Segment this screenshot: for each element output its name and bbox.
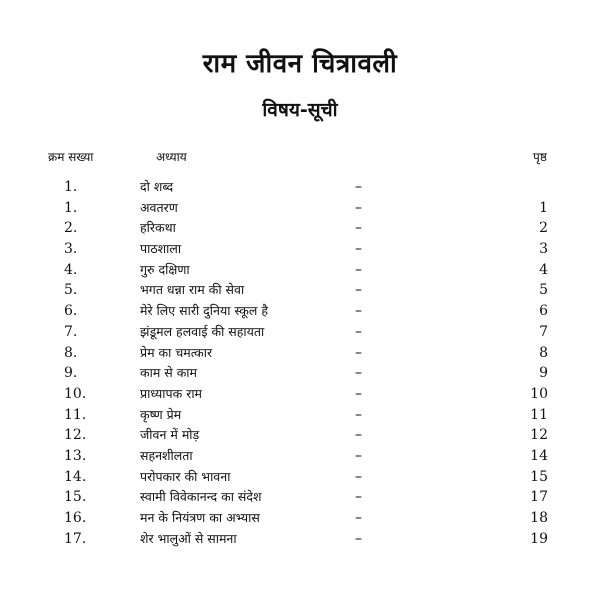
entry-dash: – bbox=[355, 323, 362, 340]
list-item bbox=[0, 344, 600, 365]
entry-page: 14 bbox=[530, 447, 548, 464]
entry-page: 3 bbox=[539, 241, 548, 258]
entry-title: शेर भालुओं से सामना bbox=[140, 530, 237, 546]
list-item bbox=[0, 385, 600, 406]
entry-dash: – bbox=[355, 385, 362, 402]
entry-number: 3. bbox=[64, 241, 78, 258]
list-item bbox=[0, 406, 600, 427]
entry-dash: – bbox=[355, 179, 362, 195]
entry-dash: – bbox=[355, 427, 362, 444]
list-item bbox=[0, 447, 600, 468]
entry-title: प्रेम का चमत्कार bbox=[140, 344, 213, 360]
entry-page: 11 bbox=[530, 406, 548, 423]
entry-title: पाठशाला bbox=[140, 241, 182, 257]
entry-dash: – bbox=[355, 261, 362, 278]
column-header-number: क्रम सख्या bbox=[48, 150, 94, 164]
entry-title: काम से काम bbox=[140, 365, 198, 381]
entry-number: 8. bbox=[64, 344, 78, 361]
entry-title: परोपकार की भावना bbox=[140, 468, 231, 484]
entry-number: 6. bbox=[64, 303, 78, 320]
entry-title: हरिकथा bbox=[140, 220, 176, 236]
entry-title: गुरु दक्षिणा bbox=[140, 261, 190, 277]
entry-number: 13. bbox=[64, 447, 87, 464]
list-item bbox=[0, 178, 600, 199]
entry-dash: – bbox=[355, 530, 362, 547]
entry-number: 17. bbox=[64, 530, 87, 547]
entry-title: सहनशीलता bbox=[140, 447, 193, 463]
list-item bbox=[0, 302, 600, 323]
entry-dash: – bbox=[355, 489, 362, 506]
table-of-contents bbox=[0, 178, 600, 550]
entry-title: झंडूमल हलवाई की सहायता bbox=[140, 323, 265, 339]
entry-number: 9. bbox=[64, 365, 78, 382]
entry-page: 15 bbox=[530, 468, 548, 485]
entry-number: 1. bbox=[64, 199, 78, 216]
entry-number: 2. bbox=[64, 220, 78, 237]
entry-dash: – bbox=[355, 447, 362, 464]
entry-page: 10 bbox=[530, 385, 548, 402]
entry-number: 16. bbox=[64, 510, 87, 526]
entry-dash: – bbox=[355, 344, 362, 361]
entry-title: भगत धन्ना राम की सेवा bbox=[140, 282, 245, 298]
list-item bbox=[0, 219, 600, 240]
entry-dash: – bbox=[355, 241, 362, 258]
entry-page: 2 bbox=[539, 220, 548, 237]
entry-dash: – bbox=[355, 282, 362, 299]
list-item bbox=[0, 468, 600, 489]
entry-number: 14. bbox=[64, 468, 87, 485]
entry-title: दो शब्द bbox=[140, 179, 174, 194]
entry-dash: – bbox=[355, 406, 362, 423]
entry-dash: – bbox=[355, 365, 362, 382]
entry-page: 8 bbox=[539, 344, 548, 361]
entry-title: कृष्ण प्रेम bbox=[140, 406, 182, 422]
entry-number: 7. bbox=[64, 323, 78, 340]
entry-page: 7 bbox=[539, 323, 548, 340]
entry-page: 18 bbox=[530, 510, 548, 526]
list-item bbox=[0, 281, 600, 302]
entry-title: स्वामी विवेकानन्द का संदेश bbox=[140, 489, 262, 505]
entry-page: 1 bbox=[539, 199, 548, 216]
entry-title: जीवन में मोड़ bbox=[140, 427, 200, 443]
entry-number: 10. bbox=[64, 385, 87, 402]
list-item bbox=[0, 323, 600, 344]
column-header-chapter: अध्याय bbox=[156, 150, 187, 164]
entry-number: 5. bbox=[64, 282, 78, 299]
entry-dash: – bbox=[355, 510, 362, 526]
entry-page: 12 bbox=[530, 427, 548, 444]
section-subtitle: विषय-सूची bbox=[262, 99, 338, 121]
list-item bbox=[0, 530, 600, 551]
list-item bbox=[0, 426, 600, 447]
entry-number: 11. bbox=[64, 406, 87, 423]
entry-title: अवतरण bbox=[140, 199, 178, 215]
entry-number: 12. bbox=[64, 427, 87, 444]
entry-dash: – bbox=[355, 220, 362, 237]
entry-page: 6 bbox=[539, 303, 548, 320]
entry-dash: – bbox=[355, 199, 362, 216]
entry-dash: – bbox=[355, 303, 362, 320]
entry-page: 17 bbox=[530, 489, 548, 506]
entry-page: 4 bbox=[539, 261, 548, 278]
column-header-page: पृष्ठ bbox=[533, 150, 547, 164]
list-item bbox=[0, 364, 600, 385]
entry-title: मन के नियंत्रण का अभ्यास bbox=[140, 510, 260, 525]
entry-number: 15. bbox=[64, 489, 87, 506]
list-item bbox=[0, 199, 600, 220]
entry-number: 1. bbox=[64, 179, 78, 195]
list-item bbox=[0, 261, 600, 282]
list-item bbox=[0, 488, 600, 509]
page-title: राम जीवन चित्रावली bbox=[202, 49, 398, 79]
entry-page: 9 bbox=[539, 365, 548, 382]
entry-title: मेरे लिए सारी दुनिया स्कूल है bbox=[140, 303, 268, 319]
list-item bbox=[0, 509, 600, 530]
entry-dash: – bbox=[355, 468, 362, 485]
entry-page: 5 bbox=[539, 282, 548, 299]
list-item bbox=[0, 240, 600, 261]
entry-title: प्राध्यापक राम bbox=[140, 385, 203, 401]
entry-number: 4. bbox=[64, 261, 78, 278]
entry-page: 19 bbox=[530, 530, 548, 547]
